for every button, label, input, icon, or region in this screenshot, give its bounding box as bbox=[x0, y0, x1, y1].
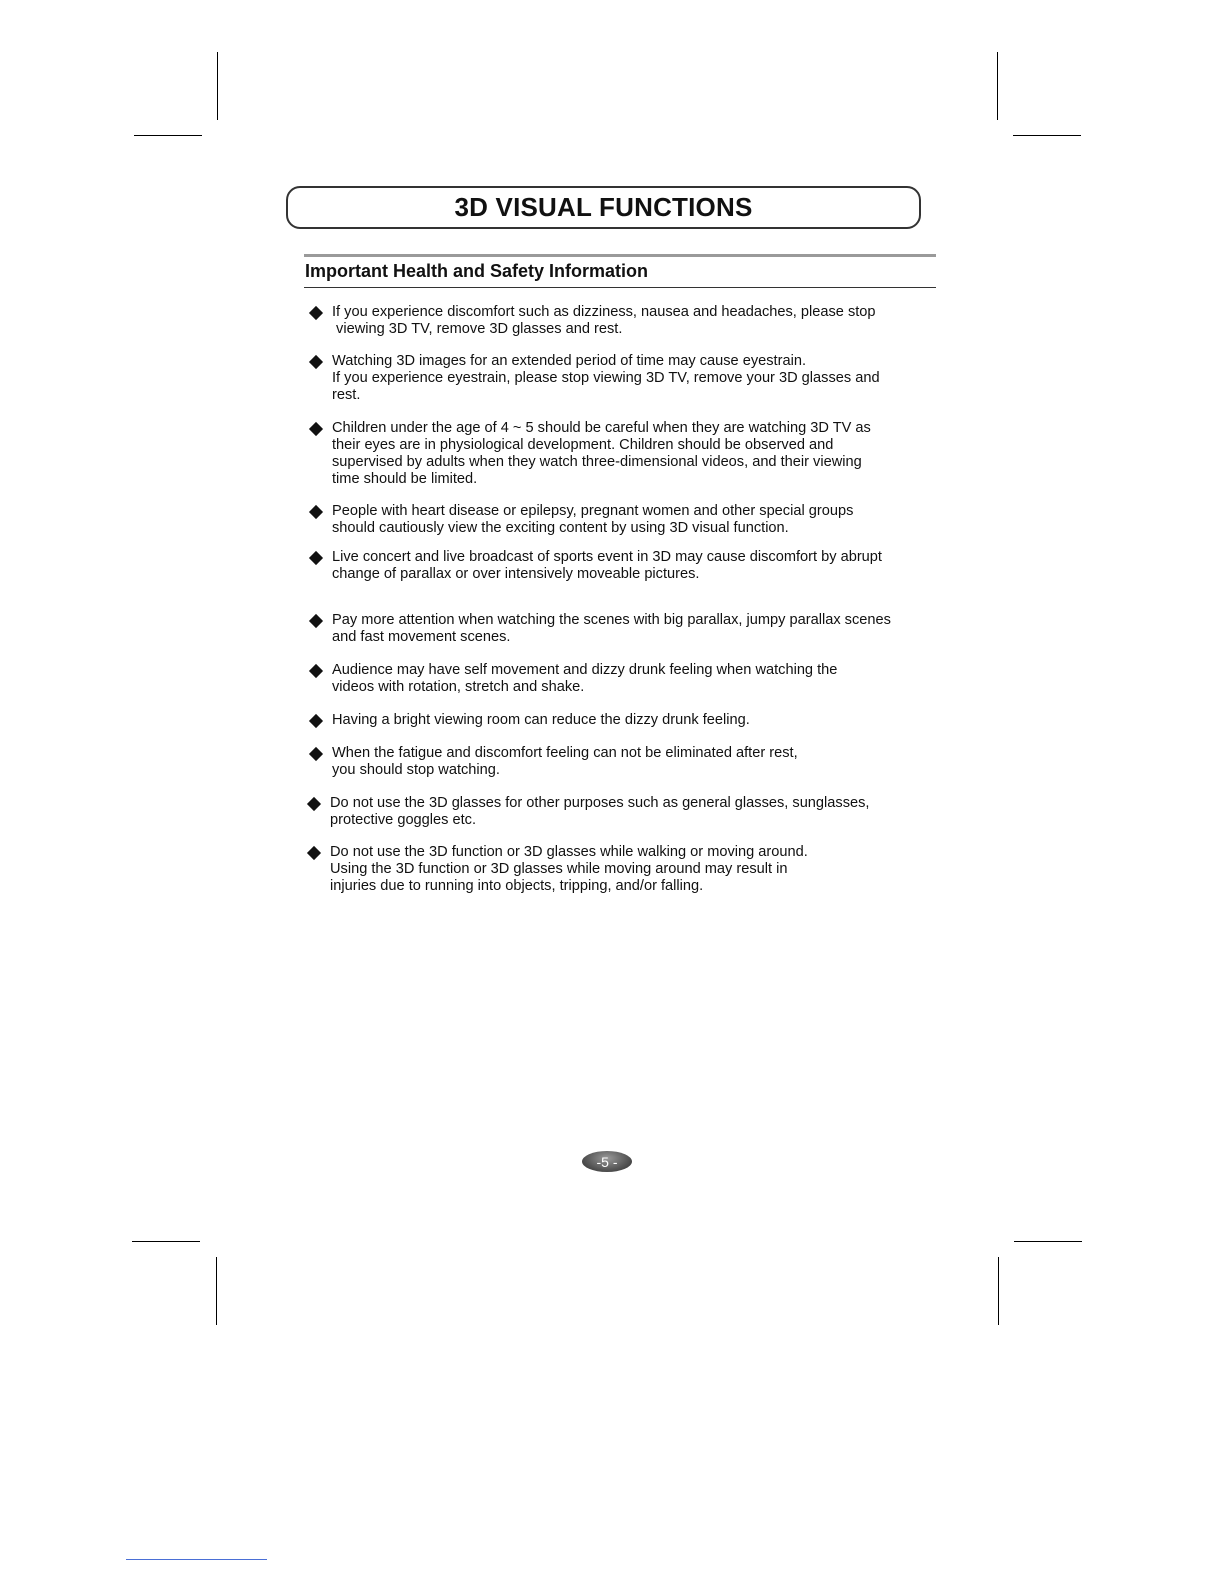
bullet-line: If you experience discomfort such as dizziness, nausea and headaches, please stop bbox=[332, 304, 876, 320]
bullet-text bbox=[330, 844, 808, 895]
diamond-bullet-icon bbox=[309, 614, 323, 628]
bullet-text bbox=[332, 712, 750, 729]
bullet-line: If you experience eyestrain, please stop viewing 3D TV, remove your 3D glasses and bbox=[332, 370, 880, 386]
bullet-line: People with heart disease or epilepsy, pregnant women and other special groups bbox=[332, 503, 854, 519]
crop-mark-top-right-horizontal bbox=[1013, 135, 1081, 136]
bullet-item bbox=[308, 745, 938, 779]
bullet-item bbox=[308, 503, 938, 537]
crop-mark-top-right-vertical bbox=[997, 52, 998, 120]
bullet-item bbox=[308, 712, 938, 729]
crop-mark-bottom-left-horizontal bbox=[132, 1241, 200, 1242]
title-box bbox=[286, 186, 921, 229]
bullet-item bbox=[306, 795, 936, 829]
bullet-item bbox=[308, 612, 938, 646]
diamond-bullet-icon bbox=[309, 551, 323, 565]
bullet-line: you should stop watching. bbox=[332, 762, 500, 778]
crop-mark-bottom-left-vertical bbox=[216, 1257, 217, 1325]
bullet-line: Audience may have self movement and dizzy drunk feeling when watching the bbox=[332, 662, 838, 678]
bullet-line: Do not use the 3D function or 3D glasses while walking or moving around. bbox=[330, 844, 808, 860]
crop-mark-bottom-right-vertical bbox=[998, 1257, 999, 1325]
bullet-line: time should be limited. bbox=[332, 471, 478, 487]
crop-mark-top-left-horizontal bbox=[134, 135, 202, 136]
bullet-line: injuries due to running into objects, tripping, and/or falling. bbox=[330, 878, 704, 894]
bullet-item bbox=[308, 549, 938, 583]
section-heading: Important Health and Safety Information bbox=[305, 261, 649, 281]
bullet-line: should cautiously view the exciting content by using 3D visual function. bbox=[332, 520, 789, 536]
bullet-line: videos with rotation, stretch and shake. bbox=[332, 679, 585, 695]
bullet-line: Pay more attention when watching the scenes with big parallax, jumpy parallax scenes bbox=[332, 612, 891, 628]
bullet-text bbox=[332, 662, 837, 696]
bullet-line: change of parallax or over intensively moveable pictures. bbox=[332, 566, 700, 582]
diamond-bullet-icon bbox=[309, 664, 323, 678]
bullet-line: Watching 3D images for an extended period of time may cause eyestrain. bbox=[332, 353, 806, 369]
heading-top-rule bbox=[304, 254, 936, 257]
bullet-text bbox=[332, 549, 882, 583]
diamond-bullet-icon bbox=[307, 846, 321, 860]
bullet-text bbox=[332, 353, 880, 404]
page-number-badge bbox=[582, 1151, 632, 1172]
bullet-item bbox=[308, 353, 938, 404]
bullet-item bbox=[308, 304, 938, 338]
bullet-line: Using the 3D function or 3D glasses while moving around may result in bbox=[330, 861, 788, 877]
bullet-text bbox=[330, 795, 869, 829]
bullet-text bbox=[332, 420, 871, 488]
bullet-line: their eyes are in physiological development. Children should be observed and bbox=[332, 437, 834, 453]
bullet-line: Do not use the 3D glasses for other purposes such as general glasses, sunglasses, bbox=[330, 795, 870, 811]
crop-mark-top-left-vertical bbox=[217, 52, 218, 120]
diamond-bullet-icon bbox=[309, 747, 323, 761]
crop-mark-bottom-right-horizontal bbox=[1014, 1241, 1082, 1242]
bullet-text bbox=[332, 503, 853, 537]
bullet-line: When the fatigue and discomfort feeling can not be eliminated after rest, bbox=[332, 745, 798, 761]
bullet-line: protective goggles etc. bbox=[330, 812, 477, 828]
diamond-bullet-icon bbox=[309, 355, 323, 369]
bullet-item bbox=[308, 420, 938, 488]
bullet-line: Live concert and live broadcast of sports event in 3D may cause discomfort by abrupt bbox=[332, 549, 882, 565]
bottom-blue-rule bbox=[126, 1559, 267, 1560]
bullet-line: viewing 3D TV, remove 3D glasses and rest. bbox=[332, 321, 623, 337]
bullet-line: and fast movement scenes. bbox=[332, 629, 511, 645]
bullet-text bbox=[332, 745, 798, 779]
bullet-item bbox=[308, 662, 938, 696]
page-title: 3D VISUAL FUNCTIONS bbox=[454, 192, 753, 222]
diamond-bullet-icon bbox=[307, 797, 321, 811]
bullet-line: supervised by adults when they watch three-dimensional videos, and their viewing bbox=[332, 454, 862, 470]
heading-bottom-rule bbox=[304, 287, 936, 288]
diamond-bullet-icon bbox=[309, 306, 323, 320]
bullet-text bbox=[332, 612, 891, 646]
page-number: -5 - bbox=[596, 1153, 618, 1170]
diamond-bullet-icon bbox=[309, 714, 323, 728]
diamond-bullet-icon bbox=[309, 422, 323, 436]
diamond-bullet-icon bbox=[309, 505, 323, 519]
bullet-text bbox=[332, 304, 876, 338]
bullet-item bbox=[306, 844, 936, 895]
bullet-line: Having a bright viewing room can reduce the dizzy drunk feeling. bbox=[332, 712, 750, 728]
bullet-line: rest. bbox=[332, 387, 361, 403]
bullet-line: Children under the age of 4 ~ 5 should be careful when they are watching 3D TV as bbox=[332, 420, 871, 436]
